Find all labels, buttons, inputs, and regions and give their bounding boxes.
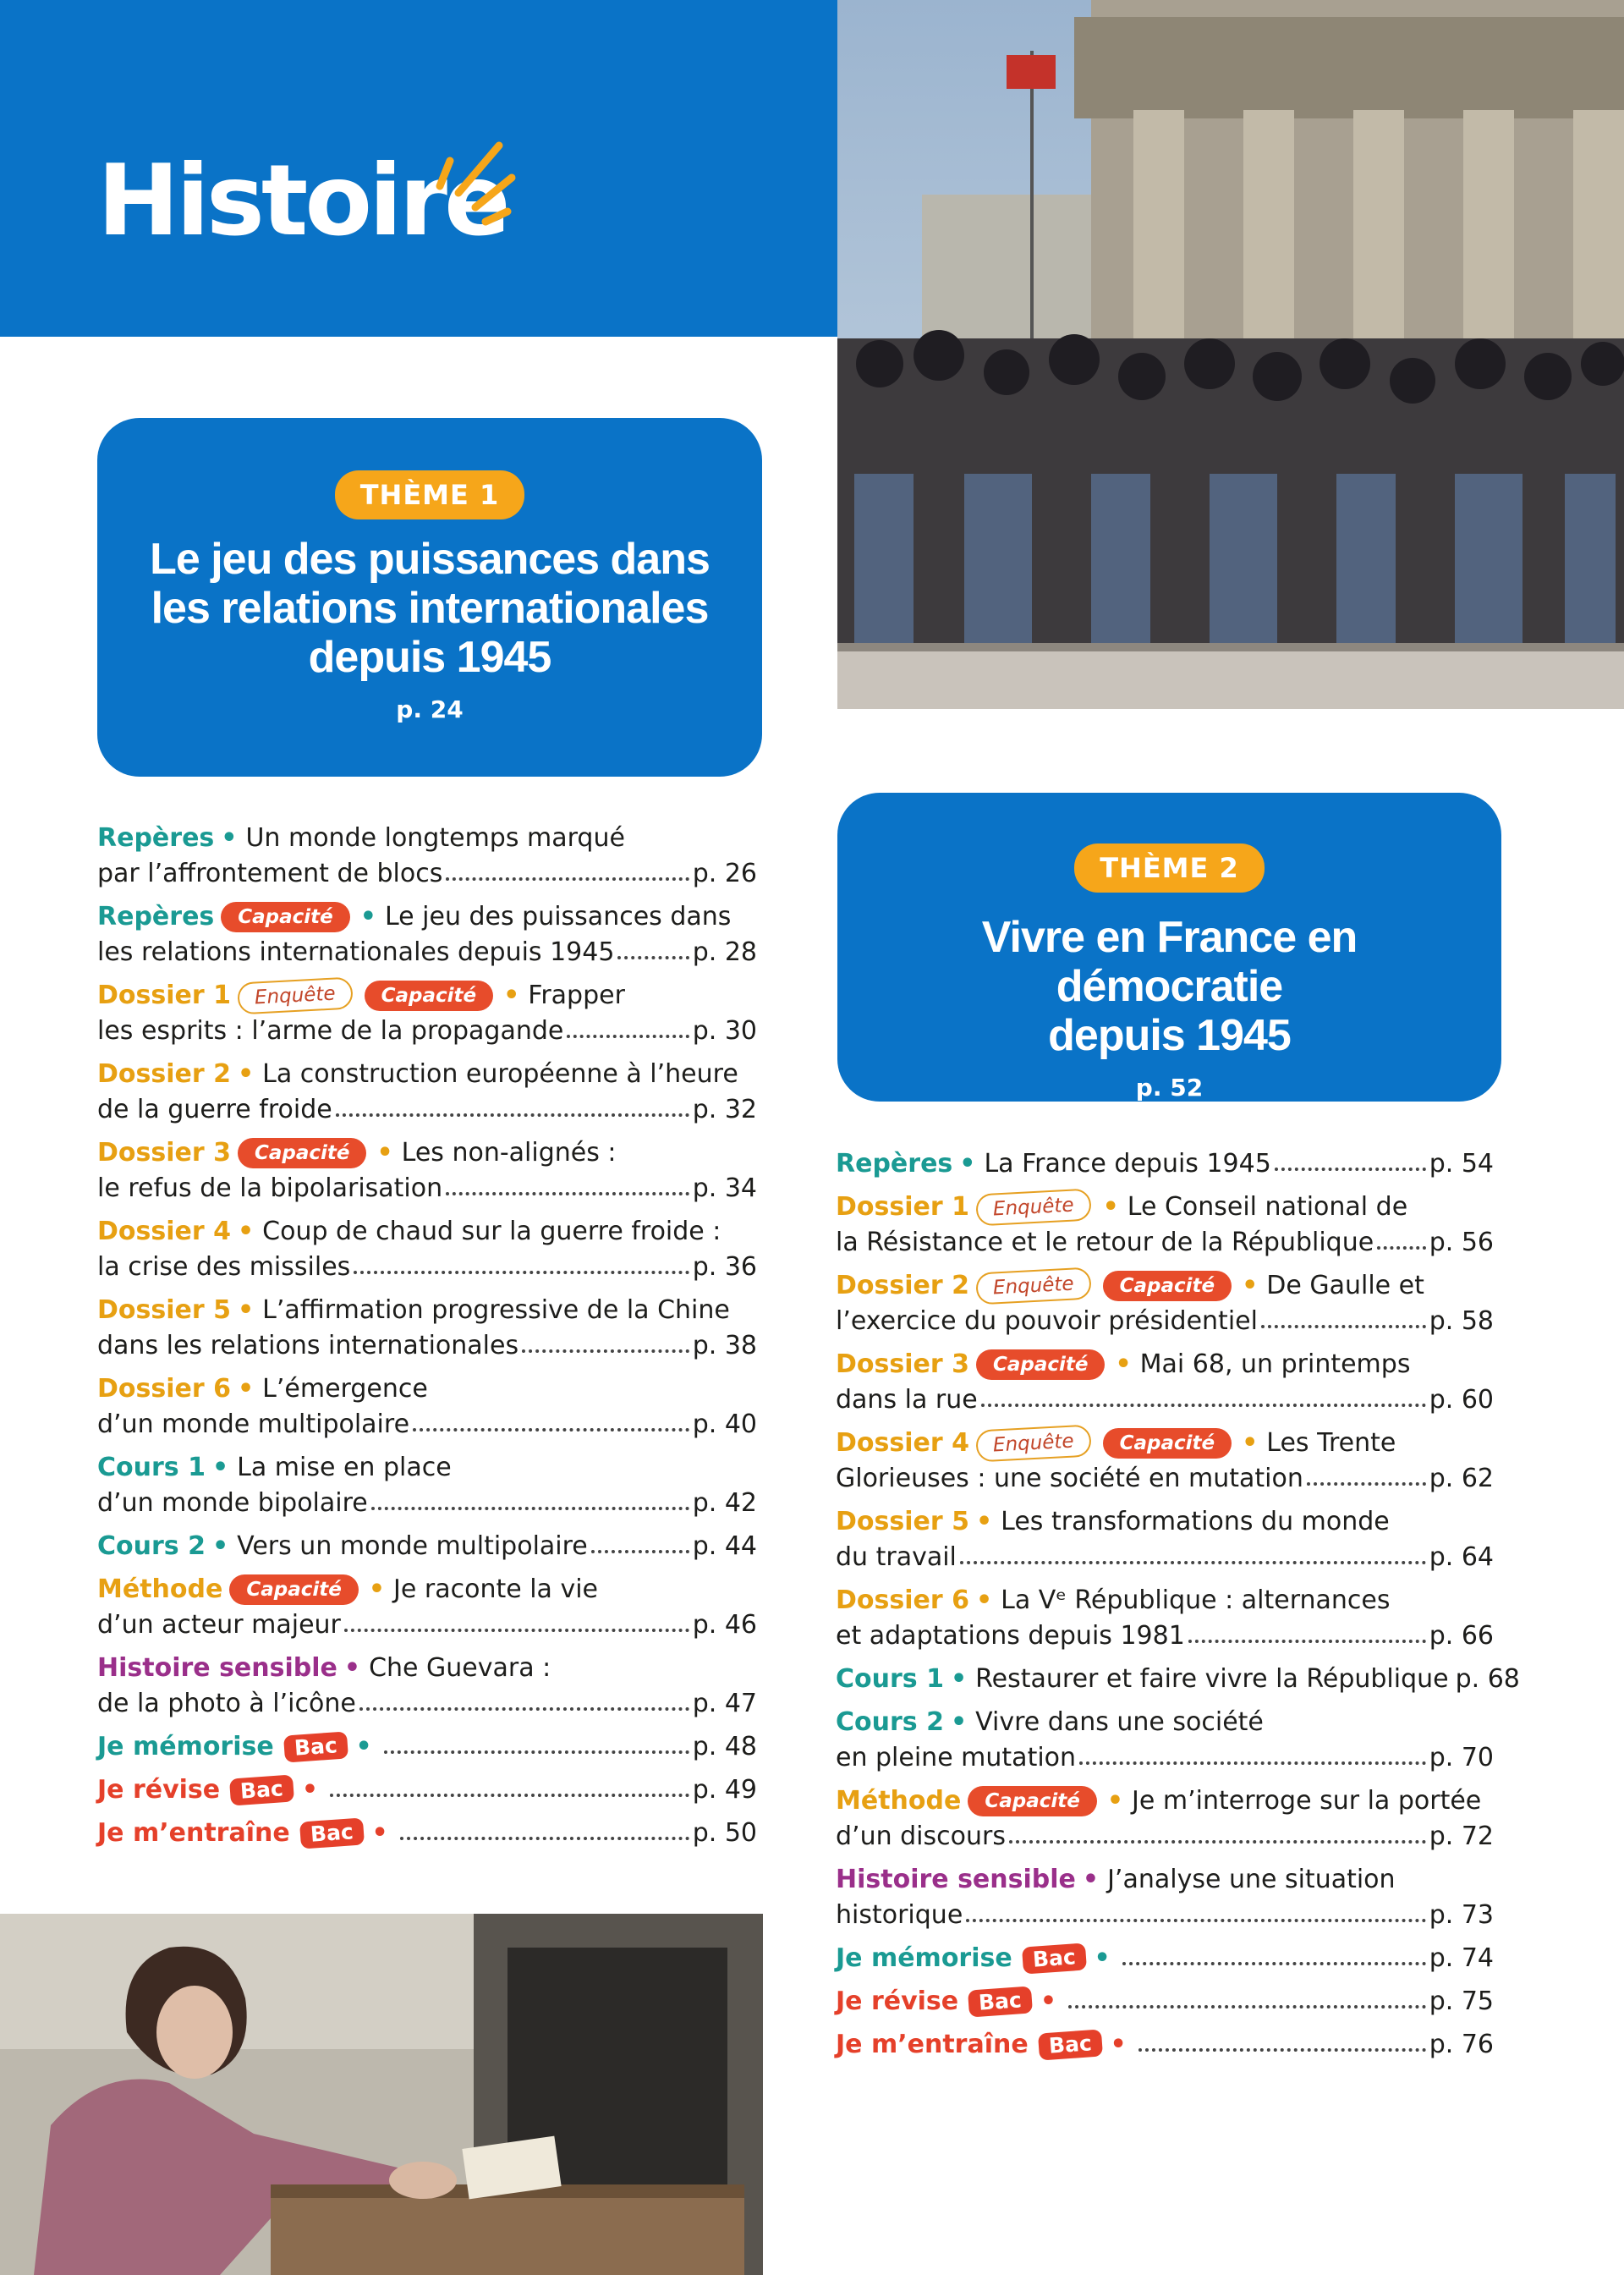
toc-entry[interactable] bbox=[97, 1371, 757, 1442]
dot-leader bbox=[400, 1837, 689, 1840]
dot-leader bbox=[960, 1561, 1426, 1564]
toc-entry-title-cont: et adaptations depuis 1981 bbox=[836, 1621, 1185, 1651]
toc-entry-page: p. 56 bbox=[1429, 1228, 1494, 1257]
toc-entry-title-cont: de la guerre froide bbox=[97, 1095, 332, 1124]
dot-leader bbox=[1138, 2048, 1426, 2052]
toc-entry-page: p. 74 bbox=[1429, 1943, 1494, 1973]
bullet-separator: • bbox=[301, 1775, 319, 1805]
toc-entry-title: La construction européenne à l’heure bbox=[262, 1059, 738, 1089]
toc-entry-page: p. 60 bbox=[1429, 1385, 1494, 1415]
toc-entry-continuation bbox=[97, 1328, 757, 1364]
toc-entry-label: Dossier 3 bbox=[97, 1138, 231, 1168]
toc-entry-title: Vivre dans une société bbox=[975, 1707, 1264, 1737]
dot-leader bbox=[344, 1629, 689, 1632]
dot-leader bbox=[359, 1707, 689, 1711]
bullet-separator: • bbox=[959, 1149, 976, 1179]
capacite-tag: Capacité bbox=[229, 1574, 359, 1605]
theme1-title-line: Le jeu des puissances dans bbox=[150, 535, 710, 584]
bac-tag: Bac bbox=[299, 1817, 365, 1849]
toc-entry-page: p. 30 bbox=[692, 1016, 757, 1046]
toc-entry-title: Restaurer et faire vivre la République bbox=[975, 1664, 1449, 1694]
toc-entry[interactable] bbox=[97, 821, 757, 892]
toc-entry-label: Cours 1 bbox=[836, 1664, 944, 1694]
toc-entry-label: Dossier 5 bbox=[836, 1507, 969, 1536]
bullet-separator: • bbox=[1106, 1786, 1124, 1816]
theme1-title-line: depuis 1945 bbox=[308, 633, 551, 682]
theme1-badge: THÈME 1 bbox=[335, 470, 525, 519]
toc-entry-head bbox=[836, 1662, 1520, 1697]
toc-entry[interactable] bbox=[836, 1705, 1494, 1776]
bullet-separator: • bbox=[237, 1374, 255, 1404]
capacite-tag: Capacité bbox=[1103, 1271, 1232, 1301]
toc-entry-title-cont: l’exercice du pouvoir présidentiel bbox=[836, 1306, 1258, 1336]
toc-entry-page: p. 62 bbox=[1429, 1464, 1494, 1493]
page-title: Histoire bbox=[97, 144, 508, 258]
toc-entry-head bbox=[836, 1190, 1494, 1225]
toc-entry-title-cont: le refus de la bipolarisation bbox=[97, 1173, 443, 1203]
dot-leader bbox=[1188, 1640, 1426, 1643]
toc-entry-title-cont: dans les relations internationales bbox=[97, 1331, 519, 1360]
toc-entry-page: p. 26 bbox=[692, 859, 757, 888]
toc-entry[interactable] bbox=[836, 1783, 1494, 1855]
toc-entry-continuation bbox=[836, 1540, 1494, 1575]
voting-woman-photo bbox=[0, 1914, 763, 2275]
toc-entry-title: Le Conseil national de bbox=[1127, 1192, 1408, 1222]
toc-entry-title-cont: d’un monde bipolaire bbox=[97, 1488, 368, 1518]
toc-entry-label: Dossier 5 bbox=[97, 1295, 231, 1325]
toc-entry-label: Dossier 1 bbox=[836, 1192, 969, 1222]
bullet-separator: • bbox=[237, 1295, 255, 1325]
dot-leader bbox=[1079, 1761, 1426, 1765]
toc-entry-page: p. 28 bbox=[692, 937, 757, 967]
toc-entry-label: Dossier 4 bbox=[836, 1428, 969, 1458]
toc-entry-title-cont: d’un discours bbox=[836, 1822, 1006, 1851]
toc-entry-page: p. 76 bbox=[1429, 2030, 1494, 2059]
toc-entry-label: Cours 2 bbox=[836, 1707, 944, 1737]
bullet-separator: • bbox=[1110, 2030, 1127, 2059]
dot-leader bbox=[1009, 1840, 1426, 1844]
toc-entry-title: Les Trente bbox=[1266, 1428, 1396, 1458]
toc-entry-title-cont: la crise des missiles bbox=[97, 1252, 351, 1282]
bullet-separator: • bbox=[237, 1217, 255, 1246]
toc-entry-head bbox=[97, 1214, 757, 1250]
toc-entry-page: p. 44 bbox=[692, 1531, 757, 1561]
toc-entry-head bbox=[97, 1651, 757, 1686]
bullet-separator: • bbox=[237, 1059, 255, 1089]
bullet-separator: • bbox=[1242, 1428, 1259, 1458]
toc-entry-continuation bbox=[97, 1486, 757, 1521]
bac-tag: Bac bbox=[229, 1774, 294, 1805]
toc-entry[interactable] bbox=[97, 1651, 757, 1722]
bullet-separator: • bbox=[975, 1585, 993, 1615]
dot-leader bbox=[1307, 1482, 1426, 1486]
toc-entry-head bbox=[97, 1529, 757, 1564]
toc-entry-continuation bbox=[836, 1618, 1494, 1654]
toc-entry-head bbox=[97, 1572, 757, 1607]
toc-entry[interactable] bbox=[97, 978, 757, 1049]
toc-entry-title-cont: en pleine mutation bbox=[836, 1743, 1077, 1772]
theme1-card[interactable] bbox=[97, 418, 762, 777]
dot-leader bbox=[446, 877, 689, 881]
bullet-separator: • bbox=[1094, 1943, 1111, 1973]
dot-leader bbox=[330, 1794, 689, 1797]
dot-leader bbox=[371, 1507, 689, 1510]
toc-entry-page: p. 32 bbox=[692, 1095, 757, 1124]
toc-entry[interactable] bbox=[836, 1190, 1494, 1261]
toc-entry-page: p. 72 bbox=[1429, 1822, 1494, 1851]
toc-entry-page: p. 73 bbox=[1429, 1900, 1494, 1930]
toc-entry-title: L’affirmation progressive de la Chine bbox=[262, 1295, 730, 1325]
capacite-tag: Capacité bbox=[238, 1138, 367, 1168]
theme2-page: p. 52 bbox=[1135, 1074, 1204, 1102]
toc-entry-title: Frapper bbox=[528, 981, 625, 1010]
dot-leader bbox=[567, 1035, 689, 1038]
bullet-separator: • bbox=[368, 1574, 386, 1604]
toc-entry-head bbox=[97, 1371, 757, 1407]
toc-entry-title: Che Guevara : bbox=[369, 1653, 551, 1683]
dot-leader bbox=[354, 1271, 689, 1274]
bullet-separator: • bbox=[211, 1453, 229, 1482]
theme2-badge: THÈME 2 bbox=[1074, 844, 1265, 893]
toc-entry-title: Je m’interroge sur la portée bbox=[1132, 1786, 1482, 1816]
toc-entry-continuation bbox=[97, 1686, 757, 1722]
toc-entry-title: Coup de chaud sur la guerre froide : bbox=[262, 1217, 721, 1246]
toc-entry[interactable] bbox=[836, 1504, 1494, 1575]
toc-entry-title: Les transformations du monde bbox=[1001, 1507, 1390, 1536]
toc-entry-title: J’analyse une situation bbox=[1107, 1865, 1396, 1894]
bullet-separator: • bbox=[343, 1653, 361, 1683]
theme2-title-line: Vivre en France en démocratie bbox=[981, 913, 1358, 1011]
theme2-contents bbox=[836, 1146, 1520, 2070]
toc-entry-page: p. 66 bbox=[1429, 1621, 1494, 1651]
toc-entry-title: De Gaulle et bbox=[1266, 1271, 1424, 1300]
dot-leader bbox=[1122, 1962, 1426, 1965]
toc-entry-continuation bbox=[836, 1461, 1494, 1497]
toc-entry[interactable] bbox=[836, 1347, 1494, 1418]
toc-entry-title-cont: par l’affrontement de blocs bbox=[97, 859, 443, 888]
toc-entry-title: La France depuis 1945 bbox=[984, 1149, 1271, 1179]
bullet-separator: • bbox=[1082, 1865, 1100, 1894]
toc-entry-title: Vers un monde multipolaire bbox=[237, 1531, 588, 1561]
toc-entry-head bbox=[97, 1057, 757, 1092]
toc-entry-title-cont: la Résistance et le retour de la République bbox=[836, 1228, 1374, 1257]
sparkle-rays-icon bbox=[423, 127, 533, 237]
toc-entry-label: Histoire sensible bbox=[97, 1653, 337, 1683]
toc-entry[interactable] bbox=[836, 1662, 1520, 1697]
toc-entry-label: Je révise bbox=[836, 1987, 959, 2016]
toc-entry-page: p. 58 bbox=[1429, 1306, 1494, 1336]
toc-entry-continuation bbox=[836, 1382, 1494, 1418]
toc-entry-head bbox=[97, 1816, 757, 1851]
bullet-separator: • bbox=[359, 902, 376, 931]
toc-entry[interactable] bbox=[97, 1772, 757, 1808]
toc-entry-page: p. 42 bbox=[692, 1488, 757, 1518]
toc-entry-head bbox=[97, 899, 757, 935]
toc-entry-continuation bbox=[97, 1171, 757, 1206]
toc-entry-continuation bbox=[836, 1225, 1494, 1261]
bullet-separator: • bbox=[975, 1507, 993, 1536]
dot-leader bbox=[522, 1349, 689, 1353]
toc-entry[interactable] bbox=[97, 899, 757, 970]
bullet-separator: • bbox=[221, 823, 238, 853]
bac-tag: Bac bbox=[283, 1731, 348, 1762]
toc-entry-label: Dossier 4 bbox=[97, 1217, 231, 1246]
bullet-separator: • bbox=[1040, 1987, 1057, 2016]
dot-leader bbox=[981, 1404, 1426, 1407]
toc-entry-continuation bbox=[836, 1898, 1494, 1933]
dot-leader bbox=[1275, 1168, 1426, 1171]
bullet-separator: • bbox=[950, 1664, 968, 1694]
toc-entry-label: Dossier 6 bbox=[836, 1585, 969, 1615]
toc-entry-label: Je mémorise bbox=[97, 1732, 274, 1761]
toc-entry-page: p. 70 bbox=[1429, 1743, 1494, 1772]
toc-entry[interactable] bbox=[97, 1214, 757, 1285]
toc-entry[interactable] bbox=[836, 2027, 1494, 2063]
bullet-separator: • bbox=[1102, 1192, 1119, 1222]
toc-entry-title: La Vᵉ République : alternances bbox=[1001, 1585, 1391, 1615]
toc-entry-title: La mise en place bbox=[237, 1453, 452, 1482]
toc-entry-page: p. 54 bbox=[1429, 1149, 1494, 1179]
theme1-title bbox=[131, 535, 728, 682]
enquete-tag: Enquête bbox=[975, 1267, 1091, 1305]
capacite-tag: Capacité bbox=[221, 902, 350, 932]
capacite-tag: Capacité bbox=[976, 1349, 1106, 1380]
toc-entry-label: Dossier 1 bbox=[97, 981, 231, 1010]
toc-entry-label: Histoire sensible bbox=[836, 1865, 1076, 1894]
toc-entry-title-cont: historique bbox=[836, 1900, 963, 1930]
toc-entry-label: Repères bbox=[836, 1149, 953, 1179]
toc-entry-title: L’émergence bbox=[262, 1374, 428, 1404]
toc-entry-page: p. 38 bbox=[692, 1331, 757, 1360]
toc-entry-head bbox=[836, 1268, 1494, 1304]
toc-entry[interactable] bbox=[97, 1135, 757, 1206]
toc-entry[interactable] bbox=[97, 1293, 757, 1364]
toc-entry-head bbox=[836, 1984, 1494, 2019]
toc-entry-continuation bbox=[97, 1092, 757, 1128]
bullet-separator: • bbox=[371, 1818, 388, 1848]
toc-entry-continuation bbox=[97, 1250, 757, 1285]
toc-entry-page: p. 49 bbox=[692, 1775, 757, 1805]
bac-tag: Bac bbox=[968, 1986, 1033, 2017]
toc-entry-page: p. 68 bbox=[1455, 1664, 1520, 1694]
toc-entry[interactable] bbox=[836, 1268, 1494, 1339]
toc-entry-page: p. 34 bbox=[692, 1173, 757, 1203]
toc-entry[interactable] bbox=[836, 1146, 1494, 1182]
toc-entry[interactable] bbox=[97, 1057, 757, 1128]
toc-entry-title: Les non-alignés : bbox=[401, 1138, 617, 1168]
bullet-separator: • bbox=[503, 981, 520, 1010]
toc-entry-head bbox=[836, 1426, 1494, 1461]
toc-entry-label: Dossier 3 bbox=[836, 1349, 969, 1379]
toc-entry-page: p. 46 bbox=[692, 1610, 757, 1640]
toc-entry-label: Cours 1 bbox=[97, 1453, 206, 1482]
toc-entry-title-cont: d’un monde multipolaire bbox=[97, 1410, 410, 1439]
theme2-card[interactable] bbox=[837, 793, 1501, 1102]
bac-tag: Bac bbox=[1022, 1943, 1087, 1974]
toc-entry-label: Je révise bbox=[97, 1775, 221, 1805]
toc-entry-label: Dossier 2 bbox=[836, 1271, 969, 1300]
berlin-wall-photo bbox=[837, 0, 1624, 709]
toc-entry-head bbox=[836, 2027, 1494, 2063]
toc-entry-continuation bbox=[97, 1014, 757, 1049]
toc-entry-label: Repères bbox=[97, 902, 215, 931]
toc-entry-page: p. 36 bbox=[692, 1252, 757, 1282]
dot-leader bbox=[1261, 1325, 1426, 1328]
toc-entry[interactable] bbox=[97, 1572, 757, 1643]
capacite-tag: Capacité bbox=[365, 981, 494, 1011]
toc-entry-label: Dossier 6 bbox=[97, 1374, 231, 1404]
toc-entry-label: Méthode bbox=[97, 1574, 223, 1604]
toc-entry[interactable] bbox=[97, 1816, 757, 1851]
toc-entry-head bbox=[836, 1705, 1494, 1740]
bullet-separator: • bbox=[1115, 1349, 1132, 1379]
dot-leader bbox=[384, 1750, 689, 1754]
toc-entry-page: p. 75 bbox=[1429, 1987, 1494, 2016]
theme1-contents bbox=[97, 821, 757, 1859]
capacite-tag: Capacité bbox=[1103, 1428, 1232, 1459]
toc-entry-head bbox=[836, 1583, 1494, 1618]
toc-entry-page: p. 47 bbox=[692, 1689, 757, 1718]
toc-entry-continuation bbox=[836, 1304, 1494, 1339]
dot-leader bbox=[617, 956, 689, 959]
theme2-title-line: depuis 1945 bbox=[1048, 1011, 1291, 1060]
toc-entry-title-cont: les esprits : l’arme de la propagande bbox=[97, 1016, 564, 1046]
toc-entry-label: Repères bbox=[97, 823, 215, 853]
bullet-separator: • bbox=[1242, 1271, 1259, 1300]
theme1-page: p. 24 bbox=[396, 695, 464, 723]
toc-entry-title-cont: du travail bbox=[836, 1542, 957, 1572]
toc-entry-continuation bbox=[97, 1607, 757, 1643]
capacite-tag: Capacité bbox=[968, 1786, 1097, 1816]
toc-entry-title-cont: Glorieuses : une société en mutation bbox=[836, 1464, 1303, 1493]
toc-entry-label: Je m’entraîne bbox=[836, 2030, 1029, 2059]
toc-entry[interactable] bbox=[836, 1426, 1494, 1497]
toc-entry-title-cont: dans la rue bbox=[836, 1385, 978, 1415]
toc-entry-continuation bbox=[97, 1407, 757, 1442]
bullet-separator: • bbox=[376, 1138, 393, 1168]
toc-entry-continuation bbox=[836, 1740, 1494, 1776]
toc-entry-title-cont: les relations internationales depuis 1945 bbox=[97, 937, 615, 967]
toc-entry-title: Je raconte la vie bbox=[393, 1574, 599, 1604]
toc-entry-page: p. 50 bbox=[692, 1818, 757, 1848]
toc-entry-title-cont: de la photo à l’icône bbox=[97, 1689, 356, 1718]
toc-entry-title: Le jeu des puissances dans bbox=[384, 902, 732, 931]
enquete-tag: Enquête bbox=[975, 1424, 1091, 1462]
toc-entry-head bbox=[97, 978, 757, 1014]
toc-entry-head bbox=[836, 1941, 1494, 1976]
toc-entry-label: Je m’entraîne bbox=[97, 1818, 290, 1848]
toc-entry-head bbox=[97, 1450, 757, 1486]
toc-entry-title: Un monde longtemps marqué bbox=[245, 823, 625, 853]
toc-entry-label: Cours 2 bbox=[97, 1531, 206, 1561]
toc-entry-head bbox=[97, 1135, 757, 1171]
dot-leader bbox=[336, 1113, 689, 1117]
dot-leader bbox=[966, 1919, 1425, 1922]
bullet-separator: • bbox=[950, 1707, 968, 1737]
enquete-tag: Enquête bbox=[237, 976, 353, 1014]
toc-entry[interactable] bbox=[97, 1729, 757, 1765]
toc-entry-page: p. 48 bbox=[692, 1732, 757, 1761]
toc-entry-continuation bbox=[97, 856, 757, 892]
toc-entry-continuation bbox=[97, 935, 757, 970]
dot-leader bbox=[413, 1428, 689, 1431]
dot-leader bbox=[591, 1550, 689, 1553]
theme1-title-line: les relations internationales bbox=[151, 584, 709, 633]
toc-entry[interactable] bbox=[836, 1862, 1494, 1933]
toc-entry-label: Je mémorise bbox=[836, 1943, 1012, 1973]
toc-entry-head bbox=[836, 1347, 1494, 1382]
toc-entry-label: Dossier 2 bbox=[97, 1059, 231, 1089]
toc-entry[interactable] bbox=[836, 1583, 1494, 1654]
toc-entry-head bbox=[97, 1293, 757, 1328]
toc-entry-head bbox=[836, 1783, 1494, 1819]
toc-entry-title: Mai 68, un printemps bbox=[1139, 1349, 1411, 1379]
toc-entry[interactable] bbox=[97, 1529, 757, 1564]
toc-entry-continuation bbox=[836, 1819, 1494, 1855]
toc-entry-page: p. 64 bbox=[1429, 1542, 1494, 1572]
toc-entry-title-cont: d’un acteur majeur bbox=[97, 1610, 341, 1640]
enquete-tag: Enquête bbox=[975, 1188, 1091, 1226]
toc-entry-head bbox=[97, 1729, 757, 1765]
dot-leader bbox=[1377, 1246, 1426, 1250]
theme2-title bbox=[871, 913, 1468, 1060]
toc-entry-head bbox=[97, 821, 757, 856]
toc-entry-head bbox=[836, 1146, 1494, 1182]
bullet-separator: • bbox=[211, 1531, 229, 1561]
toc-entry-page: p. 40 bbox=[692, 1410, 757, 1439]
toc-entry[interactable] bbox=[836, 1984, 1494, 2019]
toc-entry-head bbox=[836, 1504, 1494, 1540]
toc-entry-head bbox=[836, 1862, 1494, 1898]
toc-entry[interactable] bbox=[836, 1941, 1494, 1976]
bullet-separator: • bbox=[355, 1732, 372, 1761]
dot-leader bbox=[446, 1192, 689, 1195]
bac-tag: Bac bbox=[1038, 2029, 1103, 2060]
toc-entry-label: Méthode bbox=[836, 1786, 962, 1816]
dot-leader bbox=[1068, 2005, 1426, 2008]
toc-entry-head bbox=[97, 1772, 757, 1808]
toc-entry[interactable] bbox=[97, 1450, 757, 1521]
